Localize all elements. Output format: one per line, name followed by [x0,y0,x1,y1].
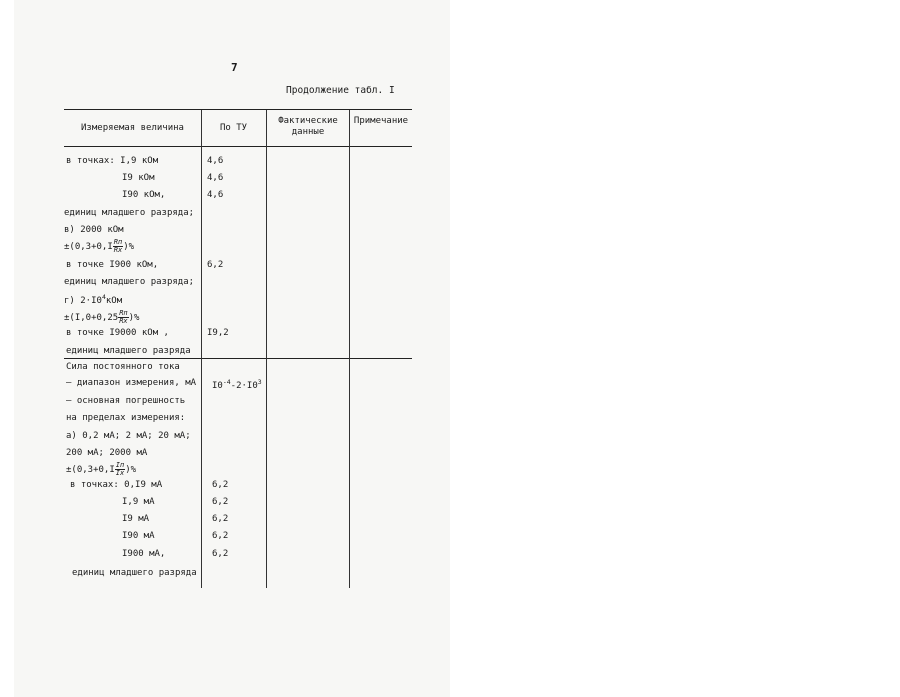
table-row [66,328,169,338]
quantity-main: ±(0,3+0,I [66,465,115,475]
header-note: Примечание [353,116,409,126]
quantity-text [64,208,194,218]
spec-value: 4,6 [207,173,224,183]
table-row [64,277,194,287]
quantity-text [64,293,123,306]
spec-value: 4,6 [207,156,224,166]
spec-cell [207,190,223,200]
spec-cell [212,514,228,524]
table-row [122,190,165,200]
quantity-main: в) 2000 кОм [64,225,124,235]
table-row [66,260,158,270]
exponent: 4 [101,293,106,301]
fraction-denominator: Rx [119,317,128,325]
spec-text [212,480,228,490]
quantity-main: г) 2·I0 [64,296,102,306]
spec-value: 6,2 [207,260,224,270]
fraction-denominator: Ix [115,469,125,477]
fraction-numerator: Rп [119,309,128,317]
spec-text [212,549,228,559]
quantity-text [64,309,140,325]
spec-value: I0 [212,381,223,391]
quantity-text [122,173,155,183]
spec-text [212,531,228,541]
quantity-text [66,461,137,477]
table-row [64,310,139,325]
quantity-text [66,396,185,406]
quantity-main: ±(0,3+0,I [64,242,113,252]
fraction-numerator: Iп [115,461,125,469]
header-spec: По ТУ [219,123,248,133]
quantity-text [64,225,124,235]
quantity-text [66,260,158,270]
quantity-main: I9 мА [122,514,150,524]
spec-mid: -2·I0 [230,381,258,391]
table-row [64,208,194,218]
spec-text [207,328,229,338]
spec-value: I9,2 [207,328,229,338]
spec-text [212,497,228,507]
table-row [122,173,155,183]
quantity-text [122,549,165,559]
table-row [122,531,155,541]
table-row [64,239,134,254]
spec-value: 6,2 [212,497,229,507]
table-top-rule [64,109,412,110]
spec-cell [212,497,228,507]
table-row [122,497,155,507]
spec-exponent-2: 3 [257,378,262,386]
quantity-main: в точке I900 кОм, [66,260,159,270]
quantity-main: Сила постоянного тока [66,362,180,372]
quantity-text [66,378,196,388]
column-divider-3 [349,110,350,588]
quantity-main: I900 мА, [122,549,166,559]
quantity-main: единиц младшего разряда; [64,277,195,287]
fraction-numerator: Rп [113,238,123,246]
table-row [66,362,180,372]
table-row [66,413,185,423]
spec-text [207,173,223,183]
header-quantity: Измеряемая величина [81,123,184,133]
table-row [66,448,147,458]
spec-text [212,378,262,391]
quantity-text [122,497,155,507]
quantity-main: I,9 мА [122,497,155,507]
quantity-main: I9 кОм [122,173,155,183]
spec-cell [207,260,223,270]
quantity-tail: )% [128,313,140,323]
quantity-main: а) 0,2 мА; 2 мА; 20 мА; [66,431,191,441]
table-row [66,346,191,356]
column-divider-1 [201,110,202,588]
quantity-text [66,362,180,372]
quantity-main: – диапазон измерения, мА [66,378,197,388]
table-row [66,396,185,406]
spec-cell [207,328,229,338]
quantity-tail: )% [123,242,135,252]
page-number: 7 [231,61,238,74]
quantity-main: ±(I,0+0,25 [64,313,119,323]
spec-value: 6,2 [212,514,229,524]
quantity-text [64,238,135,254]
table-continuation-caption: Продолжение табл. I [286,85,395,96]
quantity-main: в точках: 0,I9 мА [70,480,163,490]
header-bottom-rule [64,146,412,147]
table-row [66,462,136,477]
quantity-text [70,480,162,490]
quantity-text [122,531,155,541]
table-row [64,225,124,235]
spec-cell [212,531,228,541]
spec-exponent: -4 [222,378,231,386]
section-divider-rule [64,358,412,359]
quantity-tail: кОм [105,296,123,306]
spec-cell [212,378,262,391]
table-row [70,480,162,490]
table-row [72,568,197,578]
spec-cell [212,549,228,559]
spec-value: 4,6 [207,190,224,200]
quantity-tail: )% [125,465,137,475]
quantity-text [66,156,158,166]
quantity-text [72,568,197,578]
quantity-text [64,277,194,287]
quantity-text [66,346,191,356]
quantity-text [66,448,147,458]
quantity-text [66,328,169,338]
column-divider-2 [266,110,267,588]
quantity-main: единиц младшего разряда [66,346,191,356]
spec-text [207,156,223,166]
spec-value: 6,2 [212,480,229,490]
spec-value: 6,2 [212,549,229,559]
spec-cell [212,480,228,490]
spec-value: 6,2 [212,531,229,541]
table-row [66,378,196,388]
table-row [64,293,122,306]
quantity-text [66,431,191,441]
quantity-main: в точке I9000 кОм , [66,328,169,338]
quantity-main: единиц младшего разряда; [64,208,195,218]
header-actual-data: Фактические данные [278,116,338,137]
quantity-main: I90 мА [122,531,155,541]
table-row [122,514,149,524]
spec-text [207,260,223,270]
table-row [66,156,158,166]
table-row [122,549,165,559]
table-row [66,431,191,441]
quantity-text [122,514,149,524]
spec-cell [207,156,223,166]
quantity-main: 200 мА; 2000 мА [66,448,148,458]
quantity-text [66,413,185,423]
quantity-main: I90 кОм, [122,190,166,200]
quantity-main: – основная погрешность [66,396,186,406]
spec-cell [207,173,223,183]
spec-text [212,514,228,524]
quantity-main: единиц младшего разряда [72,568,197,578]
quantity-main: на пределах измерения: [66,413,186,423]
fraction-denominator: Rx [113,246,123,254]
quantity-main: в точках: I,9 кОм [66,156,159,166]
fraction [113,239,123,254]
fraction [118,310,128,325]
fraction [115,462,125,477]
spec-text [207,190,223,200]
quantity-text [122,190,165,200]
